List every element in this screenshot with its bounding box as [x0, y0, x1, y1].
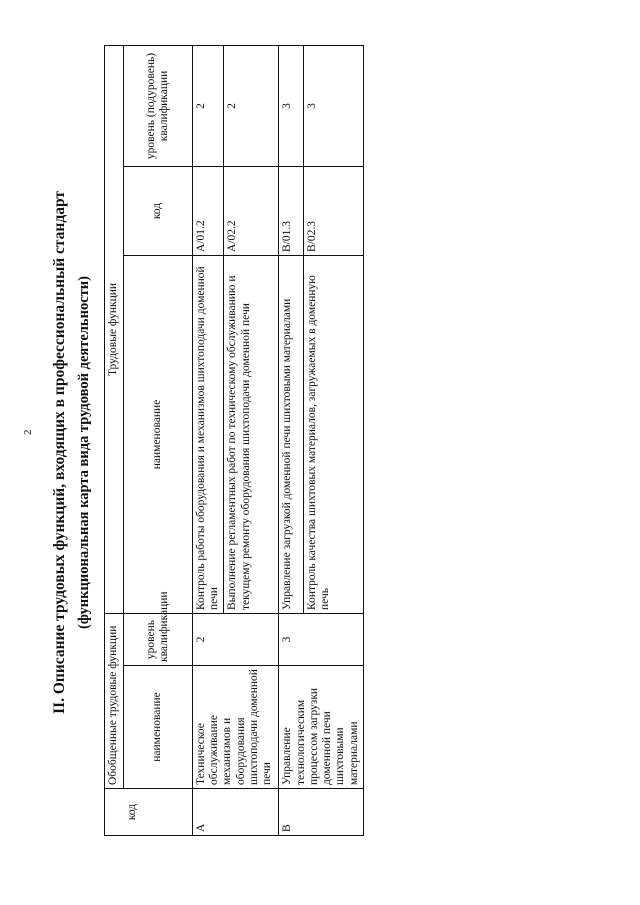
gen-level-a: 2	[193, 613, 279, 665]
section-title: II. Описание трудовых функций, входящих в профессиональный стандарт	[51, 191, 68, 714]
function-code: B/01.3	[279, 166, 303, 255]
page-number: 2	[22, 429, 34, 435]
gen-level-b: 3	[279, 613, 363, 665]
function-code: A/01.2	[193, 166, 224, 255]
gen-code-b: B	[279, 789, 363, 836]
gen-code-a: A	[193, 789, 279, 836]
header-name: наименование	[124, 666, 193, 789]
header-level: уровень квалификации	[124, 613, 193, 665]
function-code: A/02.2	[224, 166, 279, 255]
header-function-level: уровень (подуровень) квалификации	[124, 45, 193, 166]
header-function-name: наименование	[124, 255, 193, 613]
gen-name-b: Управление технологическим процессом загрузки доменной печи шихтовыми материалами	[279, 666, 363, 789]
header-labor-functions: Трудовые функции	[105, 45, 124, 613]
function-name: Контроль работы оборудования и механизмов шихтоподачи доменной печи	[193, 255, 224, 613]
header-function-code: код	[124, 166, 193, 255]
function-name: Выполнение регламентных работ по техническому обслуживанию и текущему ремонту оборудования шихтоподачи доменной печи	[224, 255, 279, 613]
function-code: B/02.3	[303, 166, 363, 255]
header-code-spacer	[105, 789, 124, 836]
section-subtitle: (функциональная карта вида трудовой деятельности)	[76, 276, 92, 629]
function-level: 3	[279, 45, 303, 166]
header-code: код	[124, 789, 193, 836]
function-name: Управление загрузкой доменной печи шихтовыми материалами	[279, 255, 303, 613]
header-generalized-functions: Обобщенные трудовые функции	[105, 613, 124, 788]
function-name: Контроль качества шихтовых материалов, загружаемых в доменную печь	[303, 255, 363, 613]
gen-name-a: Техническое обслуживание механизмов и оборудования шихтоподачи доменной печи	[193, 666, 279, 789]
function-level: 2	[224, 45, 279, 166]
function-level: 2	[193, 45, 224, 166]
function-level: 3	[303, 45, 363, 166]
functional-map-table	[104, 45, 364, 836]
